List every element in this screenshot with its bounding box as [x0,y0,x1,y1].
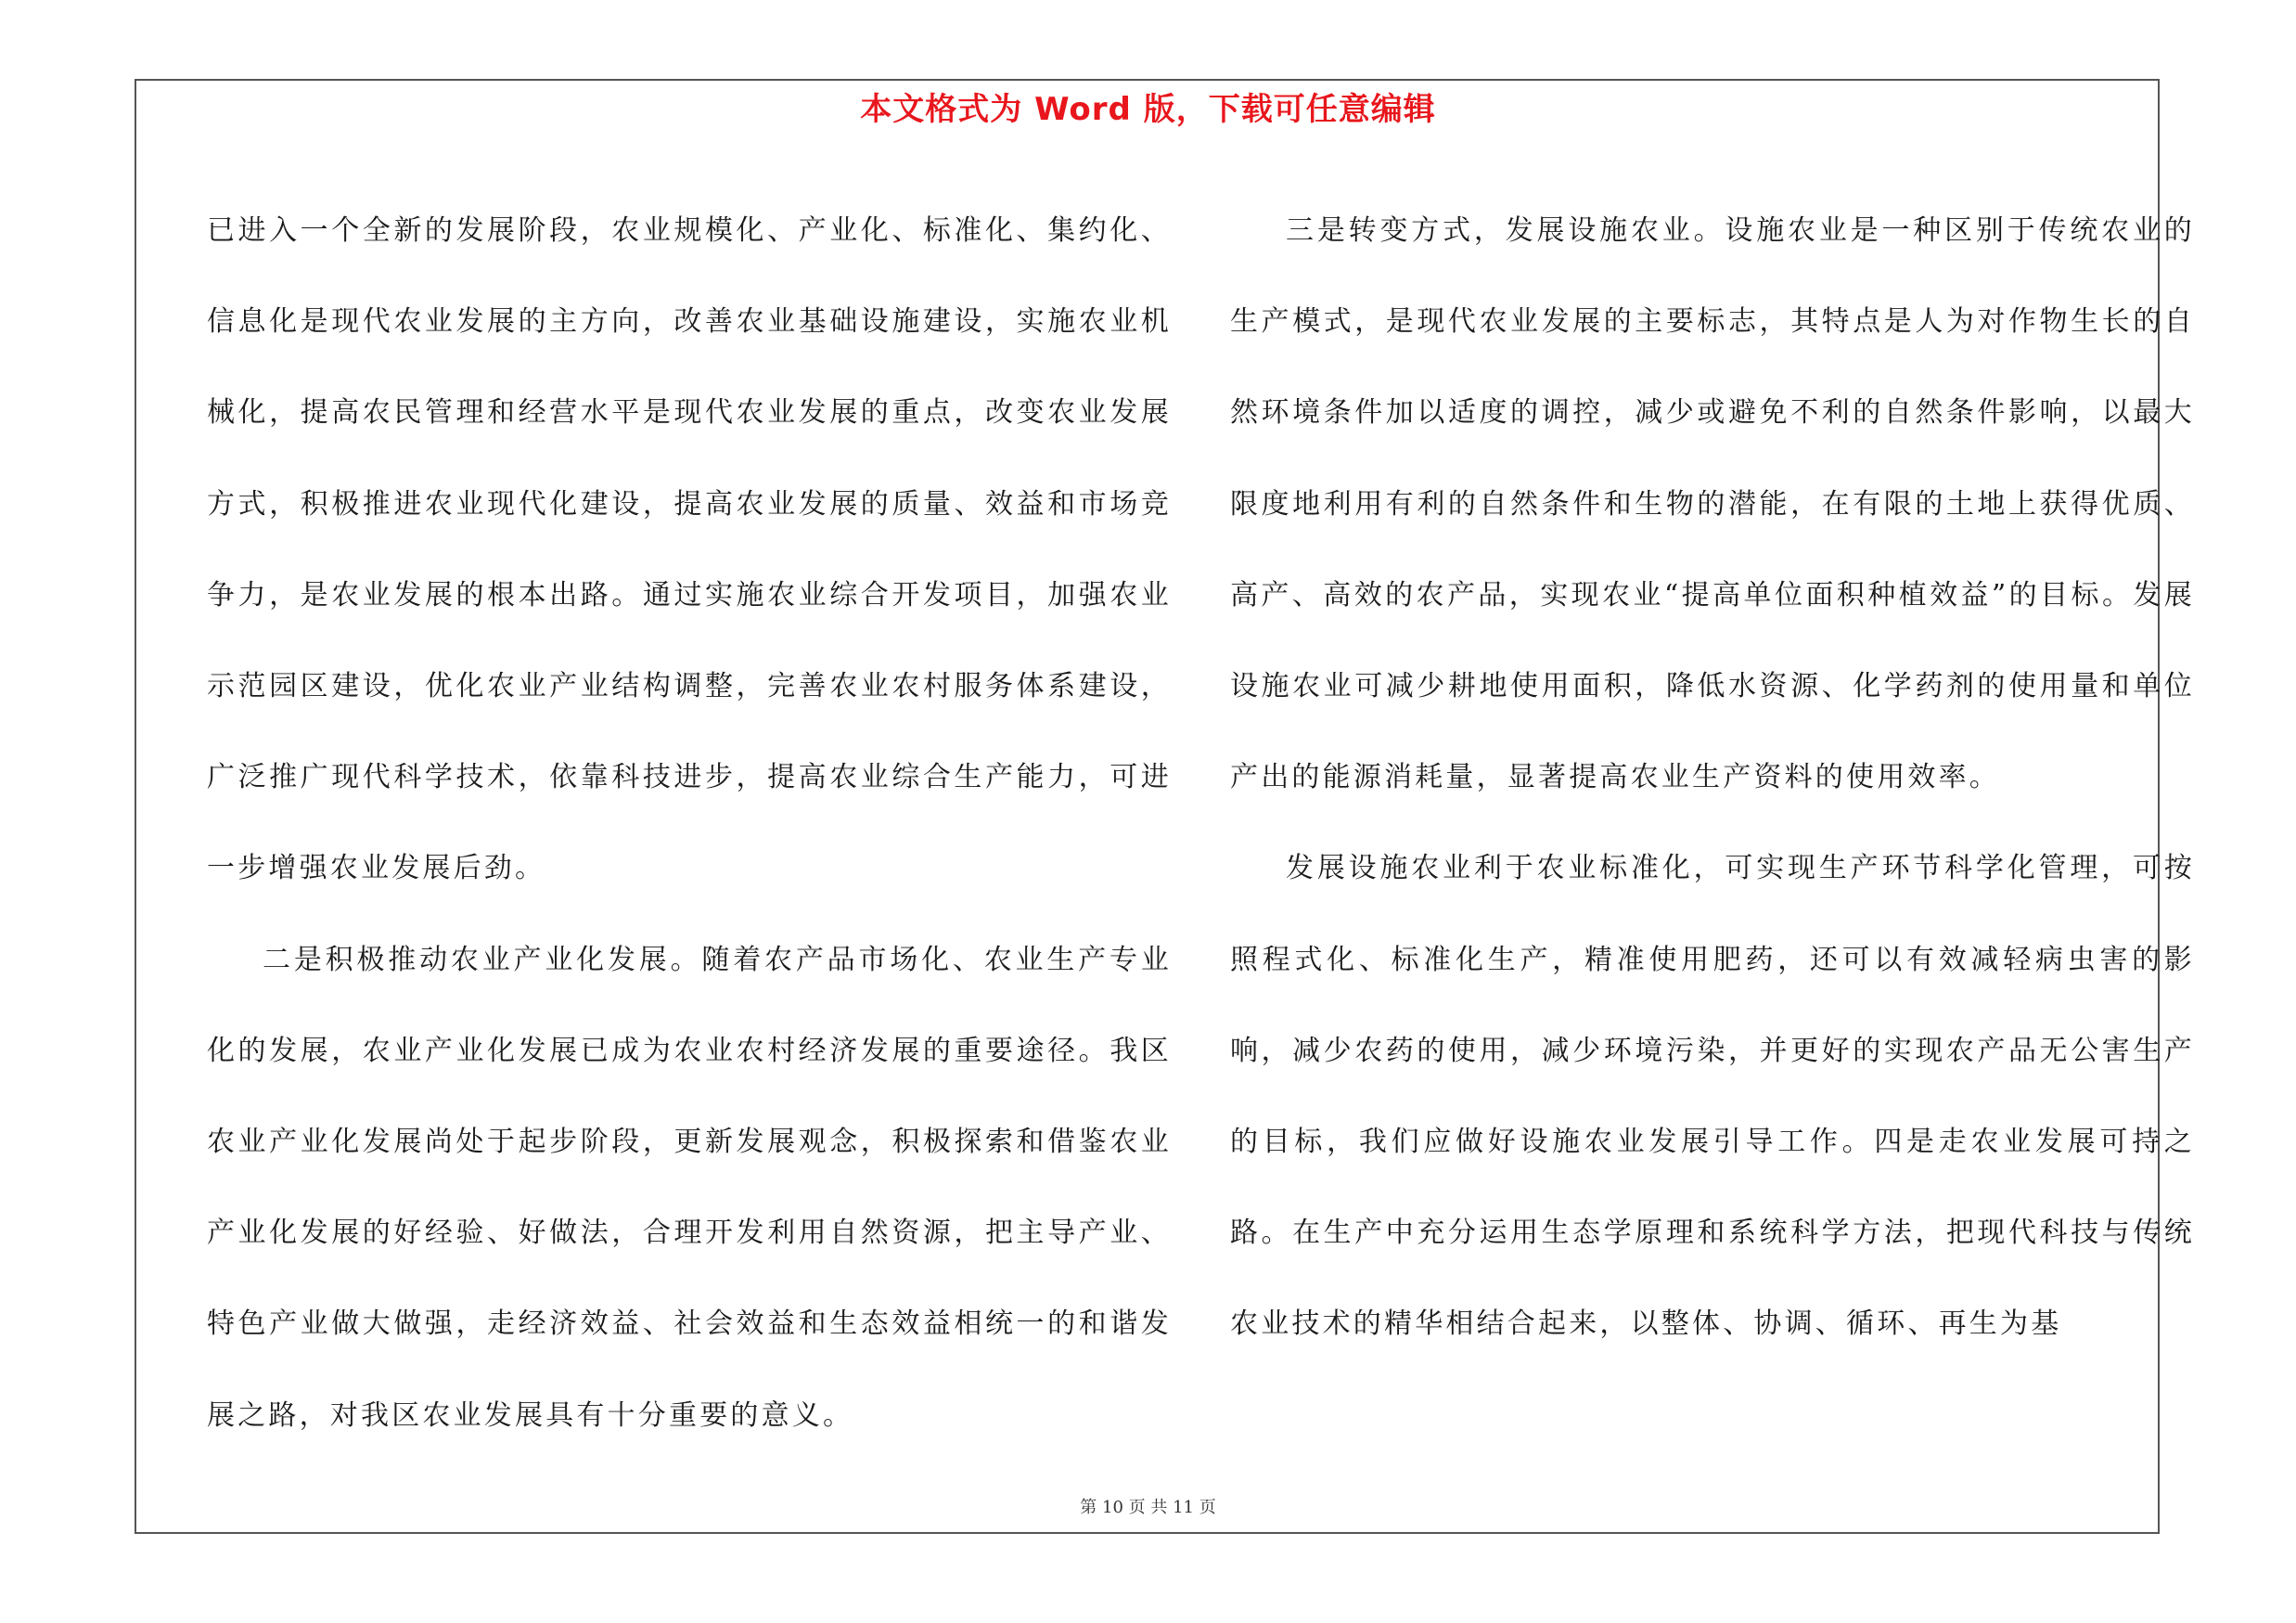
left-paragraph-2: 二是积极推动农业产业化发展。随着农产品市场化、农业生产专业化的发展，农业产业化发展已成为农业农村经济发展的重要途径。我区农业产业化发展尚处于起步阶段，更新发展观念，积极探索和借鉴农业产业化发展的好经验、好做法，合理开发利用自然资源，把主导产业、特色产业做大做强，走经济效益、社会效益和生态效益相统一的和谐发展之路，对我区农业发展具有十分重要的意义。 [207,943,1172,1432]
left-paragraph-1: 已进入一个全新的发展阶段，农业规模化、产业化、标准化、集约化、信息化是现代农业发展的主方向，改善农业基础设施建设，实施农业机械化，提高农民管理和经营水平是现代农业发展的重点，改变农业发展方式，积极推进农业现代化建设，提高农业发展的质量、效益和市场竞争力，是农业发展的根本出路。通过实施农业综合开发项目，加强农业示范园区建设，优化农业产业结构调整，完善农业农村服务体系建设，广泛推广现代科学技术，依靠科技进步，提高农业综合生产能力，可进一步增强农业发展后劲。 [207,214,1172,885]
header-banner: 本文格式为 Word 版，下载可任意编辑 [860,91,1436,128]
right-paragraph-1: 三是转变方式，发展设施农业。设施农业是一种区别于传统农业的生产模式，是现代农业发展的主要标志，其特点是人为对作物生长的自然环境条件加以适度的调控，减少或避免不利的自然条件影响，以最大限度地利用有利的自然条件和生物的潜能，在有限的土地上获得优质、高产、高效的农产品，实现农业“提高单位面积种植效益”的目标。发展设施农业可减少耕地使用面积，降低水资源、化学药剂的使用量和单位产出的能源消耗量，显著提高农业生产资料的使用效率。 [1230,214,2195,794]
right-paragraph-2: 发展设施农业利于农业标准化，可实现生产环节科学化管理，可按照程式化、标准化生产，精准使用肥药，还可以有效减轻病虫害的影响，减少农药的使用，减少环境污染，并更好的实现农产品无公害生产的目标，我们应做好设施农业发展引导工作。四是走农业发展可持之路。在生产中充分运用生态学原理和系统科学方法，把现代科技与传统农业技术的精华相结合起来，以整体、协调、循环、再生为基 [1230,852,2195,1341]
left-column [207,186,1172,1462]
right-column [1230,186,2195,1371]
page-number: 第 10 页 共 11 页 [1080,1498,1216,1517]
